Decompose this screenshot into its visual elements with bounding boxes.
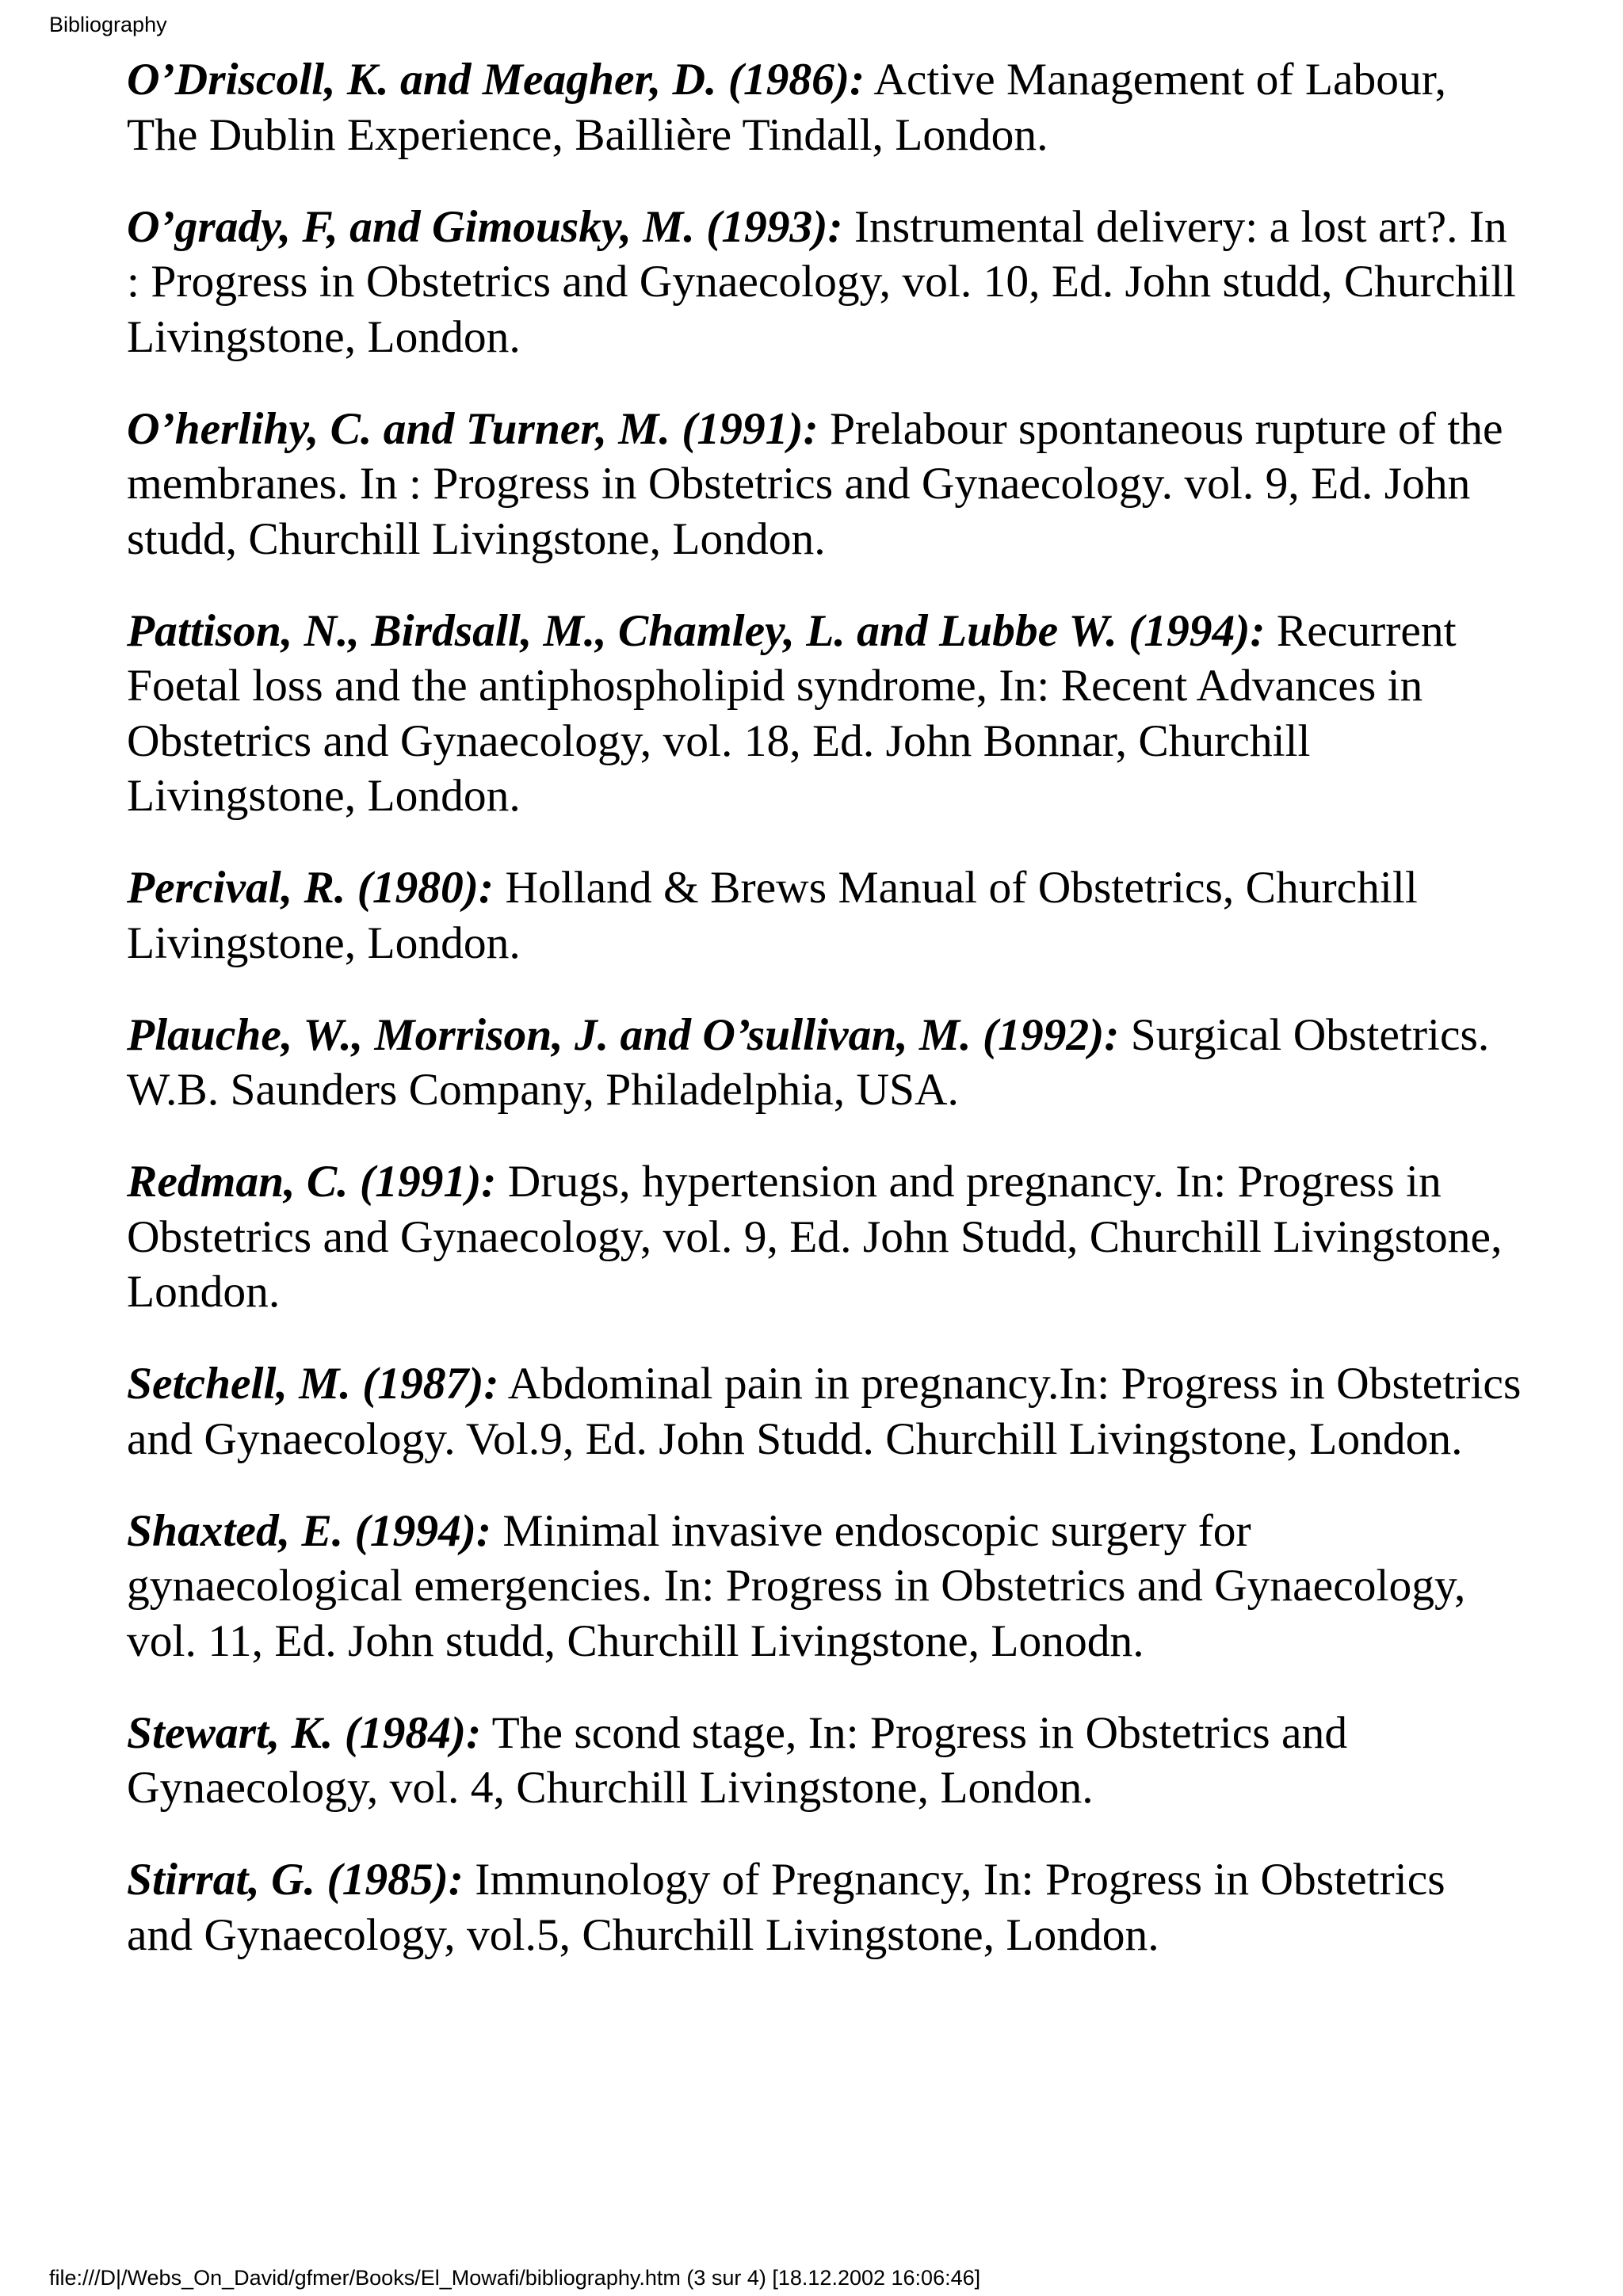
bibliography-entry [127,52,1522,162]
entry-text: Instrumental delivery: a lost art?. In : Progress in Obstetrics and Gynaecology, vol. 10, Ed. John studd, Churchill Livingstone, London. [127,201,1517,362]
entry-text: Immunology of Pregnancy, In: Progress in Obstetrics and Gynaecology, vol.5, Churchill Livingstone, London. [127,1855,1445,1960]
bibliography-entry [127,200,1522,365]
bibliography-entry [127,860,1522,971]
bibliography-entry [127,1154,1522,1320]
entry-authors: Percival, R. (1980): [127,863,495,913]
entry-text: Abdominal pain in pregnancy.In: Progress in Obstetrics and Gynaecology. Vol.9, Ed. John Studd. Churchill Livingstone, London. [127,1359,1522,1464]
page-footer-url: file:///D|/Webs_On_David/gfmer/Books/El_Mowafi/bibliography.htm (3 sur 4) [18.12.2002 16:06:46] [49,2266,981,2290]
entry-authors: Pattison, N., Birdsall, M., Chamley, L. and Lubbe W. (1994): [127,605,1266,656]
entry-authors: O’grady, F, and Gimousky, M. (1993): [127,201,843,252]
bibliography-entry [127,1008,1522,1118]
entry-text: Minimal invasive endoscopic surgery for gynaecological emergencies. In: Progress in Obstetrics and Gynaecology, vol. 11, Ed. John studd, Churchill Livingstone, Lonodn. [127,1505,1466,1666]
entry-text: Drugs, hypertension and pregnancy. In: Progress in Obstetrics and Gynaecology, vol. 9, Ed. John Studd, Churchill Livingstone, London. [127,1157,1503,1317]
bibliography-entry [127,1356,1522,1466]
bibliography-entry [127,1706,1522,1816]
entry-authors: Stirrat, G. (1985): [127,1855,464,1905]
entry-text: Surgical Obstetrics. W.B. Saunders Company, Philadelphia, USA. [127,1009,1490,1115]
page-header-title: Bibliography [49,13,167,36]
entry-authors: Shaxted, E. (1994): [127,1505,491,1556]
entry-authors: Stewart, K. (1984): [127,1707,482,1758]
entry-authors: O’herlihy, C. and Turner, M. (1991): [127,403,819,454]
bibliography-entry [127,1504,1522,1669]
entry-text: Prelabour spontaneous rupture of the membranes. In : Progress in Obstetrics and Gynaecology. vol. 9, Ed. John studd, Churchill Livingstone, London. [127,403,1503,564]
entry-text: Holland & Brews Manual of Obstetrics, Churchill Livingstone, London. [127,863,1418,968]
entry-text: The scond stage, In: Progress in Obstetrics and Gynaecology, vol. 4, Churchill Livingstone, London. [127,1707,1348,1813]
entry-text: Active Management of Labour, The Dublin Experience, Baillière Tindall, London. [127,55,1446,160]
entry-authors: O’Driscoll, K. and Meagher, D. (1986): [127,55,865,105]
bibliography-list [127,52,1522,2000]
entry-authors: Plauche, W., Morrison, J. and O’sullivan, M. (1992): [127,1009,1120,1060]
bibliography-entry [127,1852,1522,1962]
entry-text: Recurrent Foetal loss and the antiphospholipid syndrome, In: Recent Advances in Obstetrics and Gynaecology, vol. 18, Ed. John Bonnar, Churchill Livingstone, London. [127,605,1457,821]
entry-authors: Redman, C. (1991): [127,1157,497,1207]
bibliography-entry [127,402,1522,567]
bibliography-entry [127,604,1522,824]
entry-authors: Setchell, M. (1987): [127,1359,499,1409]
